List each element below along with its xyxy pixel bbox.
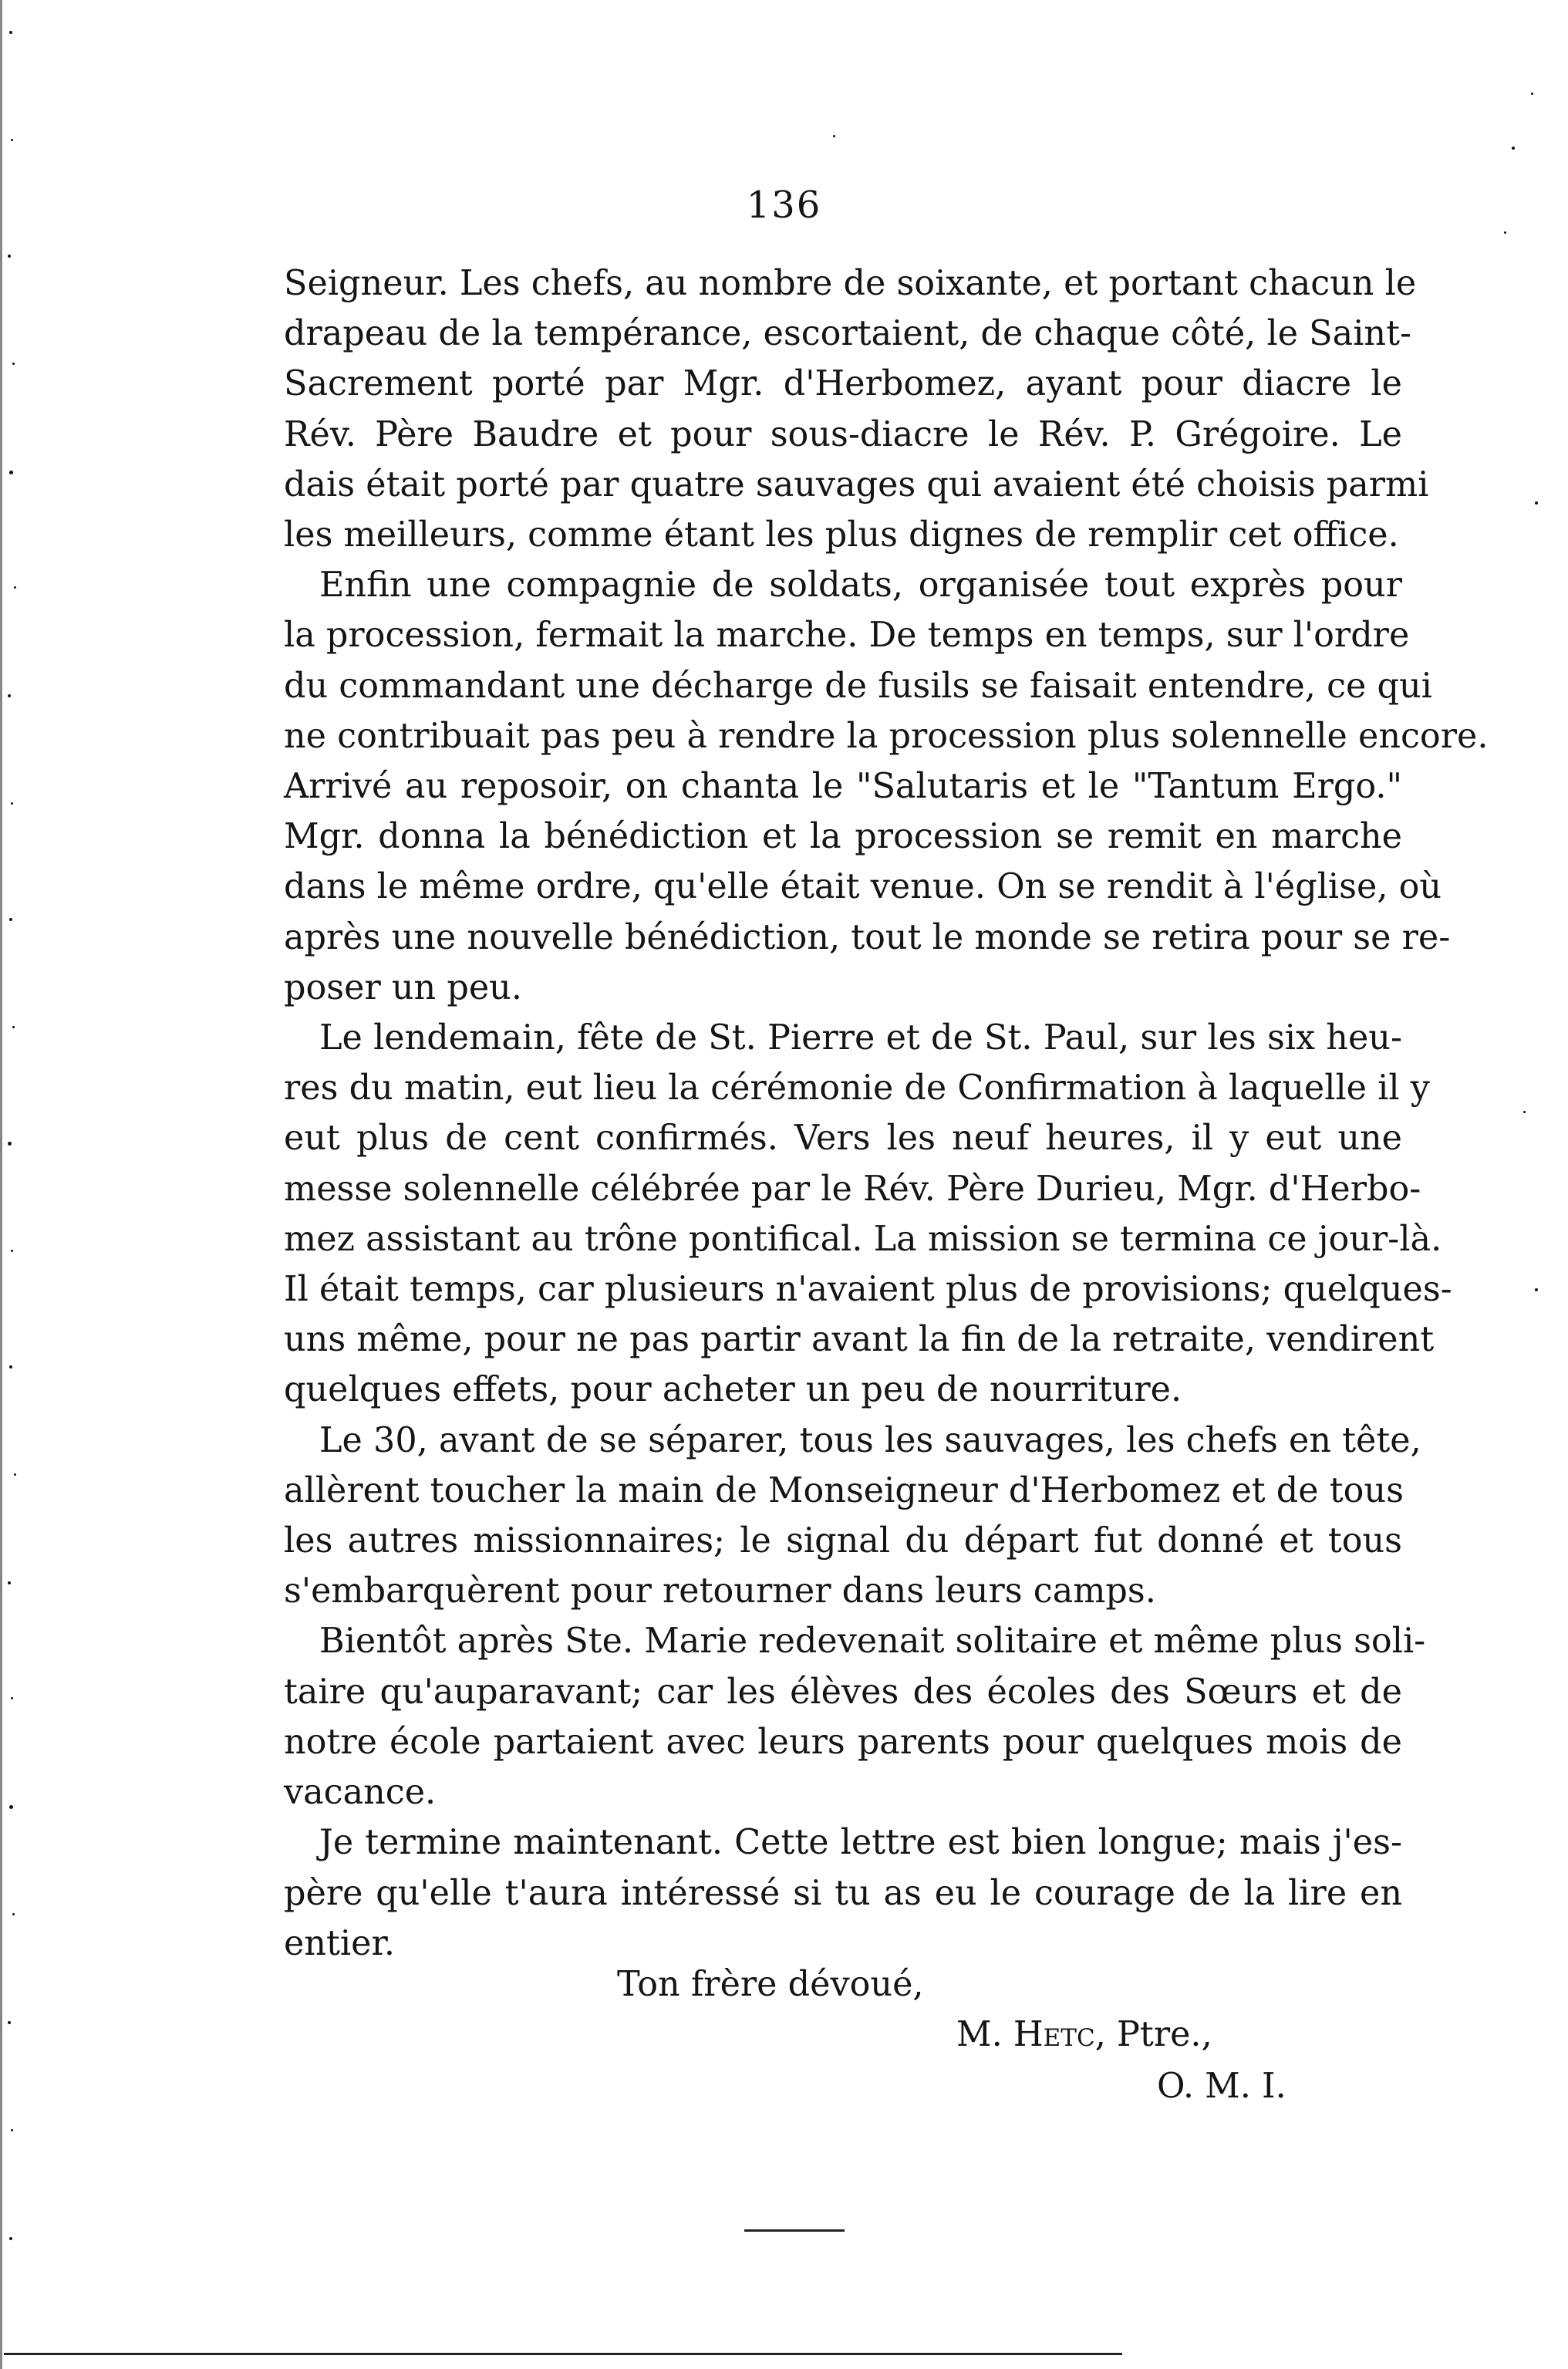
speck (9, 918, 12, 921)
speck (8, 2021, 11, 2024)
bottom-edge-rule (4, 2353, 1122, 2355)
speck (833, 135, 835, 137)
text-line: Le 30, avant de se séparer, tous les sauvages, les chefs en tête, (319, 1420, 1421, 1460)
speck (8, 255, 11, 258)
speck (12, 1026, 15, 1028)
end-rule (744, 2229, 845, 2232)
text-line: ne contribuait pas peu à rendre la procession plus solennelle encore. (284, 716, 1489, 756)
speck (11, 802, 13, 805)
speck (1523, 1111, 1526, 1113)
speck (11, 139, 13, 141)
text-line: poser un peu. (284, 967, 522, 1007)
text-line: Il était temps, car plusieurs n'avaient plus de provisions; quelques- (284, 1270, 1452, 1310)
text-line: Le lendemain, fête de St. Pierre et de St. Paul, sur les six heu- (319, 1018, 1402, 1058)
text-line: Mgr. donna la bénédiction et la procession se remit en marche (284, 817, 1402, 857)
text-line: Arrivé au reposoir, on chanta le "Salutaris et le "Tantum Ergo." (284, 767, 1402, 807)
text-line: drapeau de la tempérance, escortaient, de chaque côté, le Saint- (284, 314, 1412, 354)
speck (9, 1365, 12, 1368)
page-number: 136 (746, 184, 822, 227)
text-line: la procession, fermait la marche. De temps en temps, sur l'ordre (284, 616, 1410, 656)
text-line: Je termine maintenant. Cette lettre est bien longue; mais j'es- (319, 1823, 1402, 1863)
speck (14, 586, 16, 589)
text-line: les autres missionnaires; le signal du départ fut donné et tous (284, 1521, 1402, 1561)
text-line: après une nouvelle bénédiction, tout le monde se retira pour se re- (284, 917, 1451, 957)
text-line: Enfin une compagnie de soldats, organisée tout exprès pour (319, 565, 1402, 606)
signature-surname: Hetc (1013, 2015, 1095, 2054)
speck (1535, 1288, 1538, 1291)
text-line: Bientôt après Ste. Marie redevenait solitaire et même plus soli- (319, 1622, 1426, 1662)
text-line: entier. (284, 1923, 395, 1963)
speck (8, 694, 11, 697)
signature-order: O. M. I. (1157, 2067, 1286, 2106)
speck (9, 31, 12, 34)
speck (11, 1697, 13, 1699)
text-line: les meilleurs, comme étant les plus dignes de remplir cet office. (284, 515, 1399, 555)
speck (9, 1805, 13, 1809)
text-line: vacance. (284, 1773, 437, 1813)
speck (9, 471, 13, 474)
speck (11, 2129, 13, 2131)
text-line: Sacrement porté par Mgr. d'Herbomez, ayant pour diacre le (284, 364, 1402, 404)
text-line: res du matin, eut lieu la cérémonie de Confirmation à laquelle il y (284, 1068, 1430, 1109)
speck (8, 1142, 12, 1146)
text-line: taire qu'auparavant; car les élèves des écoles des Sœurs et de (284, 1672, 1402, 1712)
speck (11, 1250, 13, 1252)
speck (14, 1473, 16, 1476)
text-line: uns même, pour ne pas partir avant la fin de la retraite, vendirent (284, 1320, 1435, 1360)
text-line: mez assistant au trône pontifical. La mission se termina ce jour-là. (284, 1219, 1442, 1259)
text-line: messe solennelle célébrée par le Rév. Père Durieu, Mgr. d'Herbo- (284, 1169, 1421, 1209)
text-line: s'embarquèrent pour retourner dans leurs camps. (284, 1571, 1156, 1611)
text-line: du commandant une décharge de fusils se faisait entendre, ce qui (284, 666, 1432, 706)
speck (9, 2237, 12, 2240)
speck (12, 363, 15, 365)
speck (1535, 501, 1538, 505)
text-line: notre école partaient avec leurs parents pour quelques mois de (284, 1722, 1402, 1762)
letter-body (284, 258, 1489, 1969)
text-line: quelques effets, pour acheter un peu de nourriture. (284, 1370, 1182, 1410)
text-line: allèrent toucher la main de Monseigneur d'Herbomez et de tous (284, 1470, 1404, 1510)
text-line: dais était porté par quatre sauvages qui avaient été choisis parmi (284, 464, 1429, 505)
speck (8, 1581, 11, 1584)
signature-name: M. Hetc, Ptre., (956, 2015, 1212, 2054)
text-line: dans le même ordre, qu'elle était venue. On se rendit à l'église, où (284, 867, 1442, 907)
text-line: Seigneur. Les chefs, au nombre de soixante, et portant chacun le (284, 264, 1417, 303)
speck (1531, 93, 1533, 95)
speck (1512, 147, 1515, 150)
text-line: Rév. Père Baudre et pour sous-diacre le Rév. P. Grégoire. Le (284, 414, 1402, 454)
text-line: eut plus de cent confirmés. Vers les neuf heures, il y eut une (284, 1119, 1402, 1159)
binding-edge (0, 0, 25, 2369)
text-line: père qu'elle t'aura intéressé si tu as eu le courage de la lire en (284, 1873, 1402, 1913)
speck (12, 1913, 15, 1915)
speck (1504, 231, 1506, 234)
closing-salutation: Ton frère dévoué, (617, 1965, 924, 2004)
